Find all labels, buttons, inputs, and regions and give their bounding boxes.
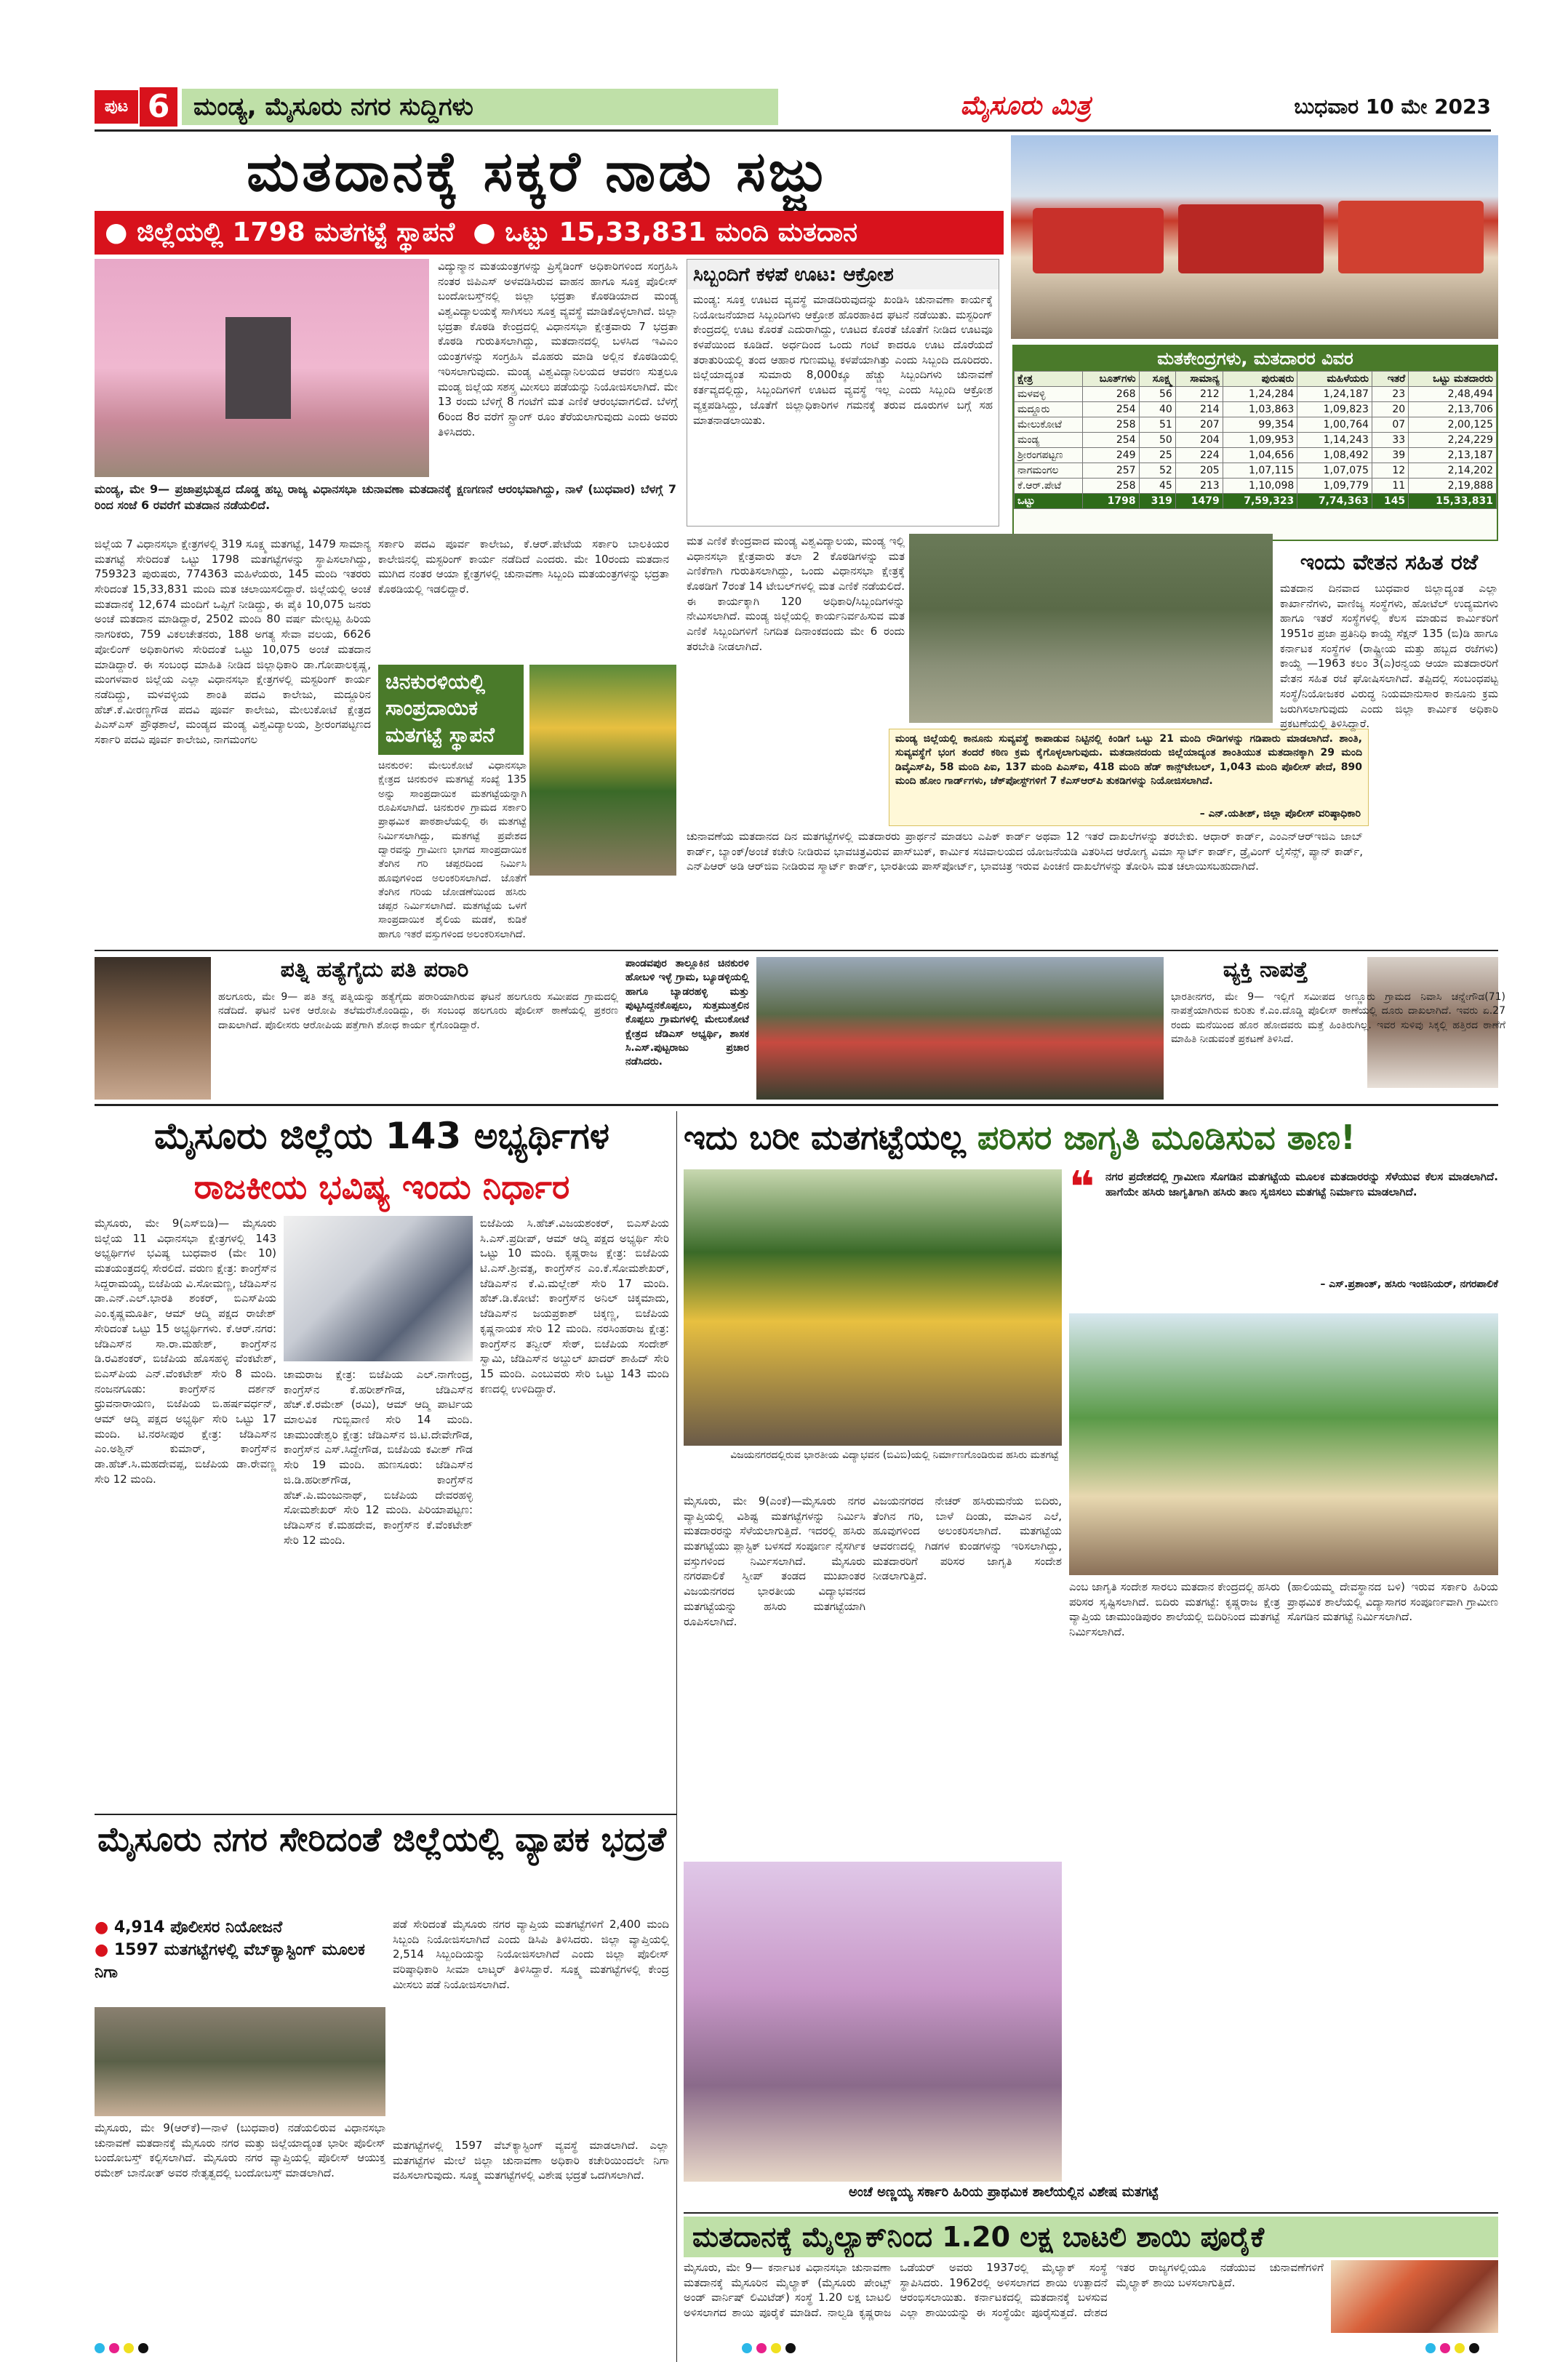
header-date: ಬುಧವಾರ 10 ಮೇ 2023 [1294, 95, 1491, 119]
chinakurali-text: ಚಿನಕುರಳಿ: ಮೇಲುಕೋಟೆ ವಿಧಾನಸಭಾ ಕ್ಷೇತ್ರದ ಚಿನಕುರಳಿ ಮತಗಟ್ಟೆ ಸಂಖ್ಯೆ 135 ಅನ್ನು ಸಾಂಪ್ರದಾಯಿಕ ಮತಗಟ್ಟೆಯನ್ನಾಗಿ ರೂಪಿಸಲಾಗಿದೆ. ಚಿನಕುರಳಿ ಗ್ರಾಮದ ಸರ್ಕಾರಿ ಪ್ರಾಥಮಿಕ ಪಾಠಶಾಲೆಯಲ್ಲಿ ಈ ಮತಗಟ್ಟೆ ನಿರ್ಮಿಸಲಾಗಿದ್ದು, ಮತಗಟ್ಟೆ ಪ್ರವೇಶದ ದ್ವಾರವನ್ನು ಗ್ರಾಮೀಣ ಭಾಗದ ಸಾಂಪ್ರದಾಯಿಕ ತೆಂಗಿನ ಗರಿ ಚಪ್ಪರದಿಂದ ನಿರ್ಮಿಸಿ ಹೂವುಗಳಿಂದ ಅಲಂಕರಿಸಲಾಗಿದೆ. ಜೊತೆಗೆ ತೆಂಗಿನ ಗರಿಯ ಜೋಡಣೆಯಿಂದ ಹಸಿರು ಚಪ್ಪರ ನಿರ್ಮಿಸಲಾಗಿದೆ. ಮತಗಟ್ಟೆಯ ಒಳಗೆ ಸಾಂಪ್ರದಾಯಿಕ ಶೈಲಿಯ ಮಡಕೆ, ಕುಡಿಕೆ ಹಾಗೂ ಇತರೆ ವಸ್ತುಗಳಿಂದ ಅಲಂಕರಿಸಲಾಗಿದೆ. [378, 760, 527, 940]
section-title: ಮಂಡ್ಯ, ಮೈಸೂರು ನಗರ ಸುದ್ದಿಗಳು [182, 89, 778, 125]
page-label: ಪುಟ [95, 90, 138, 124]
security-bullets [95, 1917, 385, 2004]
table-row: ಶ್ರೀರಂಗಪಟ್ಟಣ 249 25 224 1,04,656 1,08,492 39 2,13,187 [1015, 448, 1497, 463]
ink-text: ಮೈಸೂರು, ಮೇ 9— ಕರ್ನಾಟಕ ವಿಧಾನಸಭಾ ಚುನಾವಣಾ ಮತದಾನಕ್ಕೆ ಮೈಸೂರಿನ ಮೈಲ್ಯಾಕ್ (ಮೈಸೂರು ಪೇಂಟ್ಸ್ ಅಂಡ್ ವಾರ್ನಿಷ್ ಲಿಮಿಟೆಡ್) ಸಂಸ್ಥೆ 1.20 ಲಕ್ಷ ಬಾಟಲಿ ಅಳಿಸಲಾಗದ ಶಾಯಿ ಪೂರೈಕೆ ಮಾಡಿದೆ. ನಾಲ್ವಡಿ ಕೃಷ್ಣರಾಜ ಒಡೆಯರ್ ಅವರು 1937ರಲ್ಲಿ ಮೈಲ್ಯಾಕ್ ಸಂಸ್ಥೆ ಸ್ಥಾಪಿಸಿದರು. 1962ರಲ್ಲಿ ಅಳಿಸಲಾಗದ ಶಾಯಿ ಉತ್ಪಾದನೆ ಆರಂಭಿಸಲಾಯಿತು. ಕರ್ನಾಟಕದಲ್ಲಿ ಮತದಾನಕ್ಕೆ ಬಳಸುವ ಎಲ್ಲಾ ಶಾಯಿಯನ್ನು ಈ ಸಂಸ್ಥೆಯೇ ಪೂರೈಸುತ್ತದೆ. ದೇಶದ ಇತರ ರಾಜ್ಯಗಳಲ್ಲಿಯೂ ನಡೆಯುವ ಚುನಾವಣೆಗಳಿಗೆ ಮೈಲ್ಯಾಕ್ ಶಾಯಿ ಬಳಸಲಾಗುತ್ತಿದೆ. [684, 2261, 1324, 2320]
masthead-logo: ಮೈಸೂರು ಮಿತ್ರ [960, 91, 1091, 121]
green-col3: ಎಂಬ ಜಾಗೃತಿ ಸಂದೇಶ ಸಾರಲು ಮತದಾನ ಕೇಂದ್ರದಲ್ಲಿ ಹಸಿರು ಪರಿಸರ ಸೃಷ್ಟಿಸಲಾಗಿದೆ. ಬಿದಿರು ಮತಗಟ್ಟೆ: ಕೃಷ್ಣರಾಜ ಕ್ಷೇತ್ರ ವ್ಯಾಪ್ತಿಯ ಚಾಮುಂಡಿಪುರಂ ಶಾಲೆಯಲ್ಲಿ ಬಿದಿರಿನಿಂದ ಮತಗಟ್ಟೆ ನಿರ್ಮಿಸಲಾಗಿದೆ. [1069, 1580, 1280, 1639]
green-quote: ನಗರ ಪ್ರದೇಶದಲ್ಲಿ ಗ್ರಾಮೀಣ ಸೊಗಡಿನ ಮತಗಟ್ಟೆಯ ಮೂಲಕ ಮತದಾರರನ್ನು ಸೆಳೆಯುವ ಕೆಲಸ ಮಾಡಲಾಗಿದೆ. ಹಾಗೆಯೇ ಹಸಿರು ಜಾಗೃತಿಗಾಗಿ ಹಸಿರು ತಾಣ ಸೃಜಿಸಲು ಮತಗಟ್ಟೆ ನಿರ್ಮಾಣ ಮಾಡಲಾಗಿದೆ. [1105, 1170, 1498, 1198]
pink-booth-photo [95, 259, 429, 477]
subhead-bullet-2: ● [463, 217, 505, 247]
magenta-dot-icon [1440, 2343, 1450, 2353]
lead-caption: ಮಂಡ್ಯ, ಮೇ 9— ಪ್ರಜಾಪ್ರಭುತ್ವದ ದೊಡ್ಡ ಹಬ್ಬ ರಾಜ್ಯ ವಿಧಾನಸಭಾ ಚುನಾವಣಾ ಮತದಾನಕ್ಕೆ ಕ್ಷಣಗಣನೆ ಆರಂಭವಾಗಿದ್ದು, ನಾಳೆ (ಬುಧವಾರ) ಬೆಳಗ್ಗೆ 7 ರಿಂದ ಸಂಜೆ 6 ರವರೆಗೆ ಮತದಾನ ನಡೆಯಲಿದೆ. [95, 482, 676, 513]
woman-portrait [95, 957, 211, 1100]
person-missing-title: ವ್ಯಕ್ತಿ ನಾಪತ್ತೆ [1223, 957, 1308, 982]
constituency-table-box [1012, 345, 1498, 541]
registration-marks-center [742, 2343, 796, 2353]
lead-subhead-bar [95, 211, 1004, 255]
table-total-row: ಒಟ್ಟು 1798 319 1479 7,59,323 7,74,363 145 15,33,831 [1015, 494, 1497, 509]
lead-body-col4: ಮತ ಎಣಿಕೆ ಕೇಂದ್ರವಾದ ಮಂಡ್ಯ ವಿಶ್ವವಿದ್ಯಾಲಯ, ಮಂಡ್ಯ ಇಲ್ಲಿ ವಿಧಾನಸಭಾ ಕ್ಷೇತ್ರವಾರು ತಲಾ 2 ಕೊಠಡಿಗಳನ್ನು ಮತ ಎಣಿಕೆಗಾಗಿ ಗುರುತಿಸಲಾಗಿದ್ದು, ಒಂದು ವಿಧಾನಸಭಾ ಕ್ಷೇತ್ರಕ್ಕೆ ಕೊಠಡಿಗೆ 7ರಂತೆ 14 ಟೇಬಲ್‌ಗಳಲ್ಲಿ ಮತ ಎಣಿಕೆ ನಡೆಯಲಿದೆ. ಈ ಕಾರ್ಯಕ್ಕಾಗಿ 120 ಅಧಿಕಾರಿ/ಸಿಬ್ಬಂದಿಗಳನ್ನು ನೇಮಿಸಲಾಗಿದೆ. ಮಂಡ್ಯ ಜಿಲ್ಲೆಯಲ್ಲಿ ಕಾರ್ಯನಿರ್ವಹಿಸುವ ಮತ ಎಣಿಕೆ ಸಿಬ್ಬಂದಿಗಳಿಗೆ ನಿಗದಿತ ದಿನಾಂಕದಂದು ಮೇ 6 ರಂದು ತರಬೇತಿ ನೀಡಲಾಗಿದೆ. [687, 535, 905, 653]
security-col-right: ಮತಗಟ್ಟೆಗಳಲ್ಲಿ 1597 ವೆಬ್‌ಕ್ಯಾಸ್ಟಿಂಗ್ ವ್ಯವಸ್ಥೆ ಮಾಡಲಾಗಿದೆ. ಎಲ್ಲಾ ಮತಗಟ್ಟೆಗಳ ಮೇಲೆ ಜಿಲ್ಲಾ ಚುನಾವಣಾ ಅಧಿಕಾರಿ ಕಚೇರಿಯಿಂದಲೇ ನಿಗಾ ವಹಿಸಲಾಗುವುದು. ಸೂಕ್ಷ್ಮ ಮತಗಟ್ಟೆಗಳಲ್ಲಿ ವಿಶೇಷ ಭದ್ರತೆ ಒದಗಿಸಲಾಗಿದೆ. [393, 2139, 669, 2182]
police-caption: ಮಂಡ್ಯ ಜಿಲ್ಲೆಯಲ್ಲಿ ಕಾನೂನು ಸುವ್ಯವಸ್ಥೆ ಕಾಪಾಡುವ ನಿಟ್ಟಿನಲ್ಲಿ ಕಿಂಡಿಗೆ ಒಟ್ಟು 21 ಮಂದಿ ರೌಡಿಗಳನ್ನು ಗಡಿಪಾರು ಮಾಡಲಾಗಿದೆ. ಶಾಂತಿ, ಸುವ್ಯವಸ್ಥೆಗೆ ಭಂಗ ತಂದರೆ ಕಠಿಣ ಕ್ರಮ ಕೈಗೊಳ್ಳಲಾಗುವುದು. ಮತದಾನದಂದು ಜಿಲ್ಲೆಯಾದ್ಯಂತ ಶಾಂತಿಯುತ ಮತದಾನಕ್ಕಾಗಿ 29 ಮಂದಿ ಡಿವೈಎಸ್‌ಪಿ, 58 ಮಂದಿ ಪಿಐ, 137 ಮಂದಿ ಪಿಎಸ್‌ಐ, 418 ಮಂದಿ ಹೆಡ್ ಕಾನ್ಸ್‌ಟೇಬಲ್, 1,043 ಮಂದಿ ಪೊಲೀಸ್ ಪೇದೆ, 890 ಮಂದಿ ಹೋಂ ಗಾರ್ಡ್‌ಗಳು, ಚೆಕ್‌ಪೋಸ್ಟ್‌ಗಳಿಗೆ 7 ಕೆಎಸ್‌ಆರ್‌ಪಿ ತುಕಡಿಗಳನ್ನು ನಿಯೋಜಿಸಲಾಗಿದೆ. [895, 733, 1362, 787]
security-headline: ಮೈಸೂರು ನಗರ ಸೇರಿದಂತೆ ಜಿಲ್ಲೆಯಲ್ಲಿ ವ್ಯಾಪಕ ಭದ್ರತೆ [97, 1819, 666, 1859]
green-headline-a: ಇದು ಬರೀ ಮತಗಟ್ಟೆಯಲ್ಲ [684, 1118, 966, 1157]
staff-food-box [687, 259, 999, 527]
green-credit: – ಎಸ್.ಪ್ರಶಾಂತ್, ಹಸಿರು ಇಂಜಿನಿಯರ್, ನಗರಪಾಲಿಕೆ [1320, 1278, 1498, 1290]
green-booth-photo [684, 1169, 1062, 1446]
police-gathering-photo [95, 2007, 385, 2116]
black-dot-icon [785, 2343, 796, 2353]
green-quote-box [1069, 1162, 1498, 1308]
lead-sub2: ಒಟ್ಟು 15,33,831 ಮಂದಿ ಮತದಾನ [505, 217, 857, 247]
cyan-dot-icon [95, 2343, 105, 2353]
constituency-table [1014, 371, 1497, 509]
mysuru-headline-2: ರಾಜಕೀಯ ಭವಿಷ್ಯ ಇಂದು ನಿರ್ಧಾರ [95, 1164, 669, 1210]
green-bottom-caption: ಅಂಚೆ ಅಣ್ಣಯ್ಯ ಸರ್ಕಾರಿ ಹಿರಿಯ ಪ್ರಾಥಮಿಕ ಶಾಲೆಯಲ್ಲಿನ ವಿಶೇಷ ಮತಗಟ್ಟೆ [849, 2185, 1159, 2200]
staff-food-text: ಮಂಡ್ಯ: ಸೂಕ್ತ ಊಟದ ವ್ಯವಸ್ಥೆ ಮಾಡದಿರುವುದನ್ನು ಖಂಡಿಸಿ ಚುನಾವಣಾ ಕಾರ್ಯಕ್ಕೆ ನಿಯೋಜನೆಯಾದ ಸಿಬ್ಬಂದಿಗಳು ಆಕ್ರೋಶ ಹೊರಹಾಕಿದ ಘಟನೆ ನಡೆಯಿತು. ಮಸ್ಟರಿಂಗ್ ಕೇಂದ್ರದಲ್ಲಿ ಊಟ ಕೊರತೆ ಎದುರಾಗಿದ್ದು, ಊಟದ ಕೊರತೆ ಜೊತೆಗೆ ನೀಡಿದ ಊಟವೂ ಕಳಪೆಯಿಂದ ಕೂಡಿದೆ. ಅರ್ಧದಿಂದ ಒಂದು ಗಂಟೆ ಕಾದರೂ ಊಟ ದೊರೆಯದೆ ತರಾತುರಿಯಲ್ಲಿ ತಂದ ಆಹಾರ ಗುಣಮಟ್ಟ ಕಳಪೆಯಾಗಿತ್ತು ಎಂದು ಸಿಬ್ಬಂದಿ ದೂರಿದರು. ಜಿಲ್ಲೆಯಾದ್ಯಂತ ಸುಮಾರು 8,000ಕ್ಕೂ ಹೆಚ್ಚು ಸಿಬ್ಬಂದಿಗಳು ಚುನಾವಣೆ ಕರ್ತವ್ಯದಲ್ಲಿದ್ದು, ಸಿಬ್ಬಂದಿಗಳಿಗೆ ಊಟದ ವ್ಯವಸ್ಥೆ ಇಲ್ಲ ಎಂದು ಸಿಬ್ಬಂದಿ ಆಕ್ರೋಶ ವ್ಯಕ್ತಪಡಿಸಿದ್ದು, ಜೊತೆಗೆ ಜಿಲ್ಲಾಧಿಕಾರಿಗಳ ಗಮನಕ್ಕೆ ತರುವ ದೂರುಗಳ ಬಗ್ಗೆ ಸಹ ಮಾತನಾಡಲಾಯಿತು. [693, 293, 993, 427]
mysuru-headline-1: ಮೈಸೂರು ಜಿಲ್ಲೆಯ 143 ಅಭ್ಯರ್ಥಿಗಳ [153, 1115, 610, 1157]
green-headline-b: ಪರಿಸರ ಜಾಗೃತಿ ಮೂಡಿಸುವ ತಾಣ! [977, 1118, 1356, 1157]
missing-wife-text: ಹಲಗೂರು, ಮೇ 9— ಪತಿ ತನ್ನ ಪತ್ನಿಯನ್ನು ಹತ್ಯೆಗೈದು ಪರಾರಿಯಾಗಿರುವ ಘಟನೆ ಹಲಗೂರು ಸಮೀಪದ ಗ್ರಾಮದಲ್ಲಿ ನಡೆದಿದೆ. ಘಟನೆ ಬಳಿಕ ಆರೋಪಿ ತಲೆಮರೆಸಿಕೊಂಡಿದ್ದು, ಈ ಸಂಬಂಧ ಹಲಗೂರು ಪೊಲೀಸ್ ಠಾಣೆಯಲ್ಲಿ ಪ್ರಕರಣ ದಾಖಲಾಗಿದೆ. ಪೊಲೀಸರು ಆರೋಪಿಯ ಪತ್ತೆಗಾಗಿ ಶೋಧ ಕಾರ್ಯ ಕೈಗೊಂಡಿದ್ದಾರೆ. [218, 991, 618, 1031]
salary-holiday-text: ಮತದಾನ ದಿನವಾದ ಬುಧವಾರ ಜಿಲ್ಲಾದ್ಯಂತ ಎಲ್ಲಾ ಕಾರ್ಖಾನೆಗಳು, ವಾಣಿಜ್ಯ ಸಂಸ್ಥೆಗಳು, ಹೋಟೆಲ್ ಉದ್ಯಮಗಳು ಹಾಗೂ ಇತರೆ ಸಂಸ್ಥೆಗಳಲ್ಲಿ ಕೆಲಸ ಮಾಡುವ ಕಾರ್ಮಿಕರಿಗೆ 1951ರ ಪ್ರಜಾ ಪ್ರತಿನಿಧಿ ಕಾಯ್ದೆ ಸೆಕ್ಷನ್ 135 (ಬಿ)ಡಿ ಹಾಗೂ ಕರ್ನಾಟಕ ಸಂಸ್ಥೆಗಳ (ರಾಷ್ಟ್ರೀಯ ಮತ್ತು ಹಬ್ಬದ ರಜೆಗಳು) ಕಾಯ್ದೆ —1963 ಕಲಂ 3(ಎ)ರನ್ವಯ ಆಯಾ ಮತದಾರರಿಗೆ ವೇತನ ಸಹಿತ ರಜೆ ಘೋಷಿಸಲಾಗಿದೆ. ತಪ್ಪಿದಲ್ಲಿ ಸಂಬಂಧಪಟ್ಟ ಸಂಸ್ಥೆ/ನಿಯೋಜಕರ ವಿರುದ್ಧ ನಿಯಮಾನುಸಾರ ಕಾನೂನು ಕ್ರಮ ಜರುಗಿಸಲಾಗುವುದು ಎಂದು ಜಿಲ್ಲಾ ಕಾರ್ಮಿಕ ಅಧಿಕಾರಿ ಪ್ರಕಟಣೆಯಲ್ಲಿ ತಿಳಿಸಿದ್ದಾರೆ. [1280, 582, 1498, 731]
magenta-dot-icon [756, 2343, 767, 2353]
yellow-dot-icon [124, 2343, 134, 2353]
magenta-dot-icon [109, 2343, 119, 2353]
staff-food-title: ಸಿಬ್ಬಂದಿಗೆ ಕಳಪೆ ಊಟ: ಆಕ್ರೋಶ [687, 260, 999, 289]
black-dot-icon [138, 2343, 148, 2353]
security-bullet-1: ● 4,914 ಪೊಲೀಸರ ನಿಯೋಜನೆ [95, 1918, 283, 1937]
evm-photo [284, 1216, 473, 1361]
green-col1: ಮೈಸೂರು, ಮೇ 9(ಎಂಕೆ)—ಮೈಸೂರು ನಗರ ವ್ಯಾಪ್ತಿಯಲ್ಲಿ ವಿಶಿಷ್ಟ ಮತಗಟ್ಟೆಗಳನ್ನು ನಿರ್ಮಿಸಿ ಮತದಾರರನ್ನು ಸೆಳೆಯಲಾಗುತ್ತಿದೆ. ಇದರಲ್ಲಿ ಹಸಿರು ಮತಗಟ್ಟೆಯು ಪ್ಲಾಸ್ಟಿಕ್ ಬಳಸದೆ ಸಂಪೂರ್ಣ ನೈಸರ್ಗಿಕ ವಸ್ತುಗಳಿಂದ ನಿರ್ಮಿಸಲಾಗಿದೆ. ಮೈಸೂರು ನಗರಪಾಲಿಕೆ ಸ್ವೀಪ್ ತಂಡದ ಮುಖಾಂತರ ವಿಜಯನಗರದ ಭಾರತೀಯ ವಿದ್ಯಾಭವನದ ಮತಗಟ್ಟೆಯನ್ನು ಹಸಿರು ಮತಗಟ್ಟೆಯಾಗಿ ರೂಪಿಸಲಾಗಿದೆ. [684, 1494, 865, 1628]
table-title: ಮತಕೇಂದ್ರಗಳು, ಮತದಾರರ ವಿವರ [1014, 346, 1497, 371]
chinakurali-title: ಚಿನಕುರಳಿಯಲ್ಲಿ ಸಾಂಪ್ರದಾಯಿಕ ಮತಗಟ್ಟೆ ಸ್ಥಾಪನೆ [378, 665, 524, 755]
bamboo-booth-photo [1069, 1313, 1498, 1575]
yellow-dot-icon [1455, 2343, 1465, 2353]
table-row: ನಾಗಮಂಗಲ 257 52 205 1,07,115 1,07,075 12 2,14,202 [1015, 463, 1497, 479]
chinakurali-box [378, 665, 676, 948]
table-header-row: ಕ್ಷೇತ್ರ ಬೂತ್‌ಗಳು ಸೂಕ್ಷ್ಮ ಸಾಮಾನ್ಯ ಪುರುಷರು ಮಹಿಳೆಯರು ಇತರೆ ಒಟ್ಟು ಮತದಾರರು [1015, 372, 1497, 387]
mysuru-col2: ಚಾಮರಾಜ ಕ್ಷೇತ್ರ: ಬಿಜೆಪಿಯ ಎಲ್.ನಾಗೇಂದ್ರ, ಕಾಂಗ್ರೆಸ್‌ನ ಕೆ.ಹರೀಶ್‌ಗೌಡ, ಜೆಡಿಎಸ್‌ನ ಹೆಚ್.ಕೆ.ರಮೇಶ್ (ರಮಿ), ಆಮ್ ಆದ್ಮಿ ಪಾರ್ಟಿಯ ಮಾಲವಿಕ ಗುಬ್ಬಿವಾಣಿ ಸೇರಿ 14 ಮಂದಿ. ಚಾಮುಂಡೇಶ್ವರಿ ಕ್ಷೇತ್ರ: ಜೆಡಿಎಸ್‌ನ ಜಿ.ಟಿ.ದೇವೇಗೌಡ, ಕಾಂಗ್ರೆಸ್‌ನ ಎಸ್.ಸಿದ್ದೇಗೌಡ, ಬಿಜೆಪಿಯ ಕವೀಶ್ ಗೌಡ ಸೇರಿ 19 ಮಂದಿ. ಹುಣಸೂರು: ಜೆಡಿಎಸ್‌ನ ಜಿ.ಡಿ.ಹರೀಶ್‌ಗೌಡ, ಕಾಂಗ್ರೆಸ್‌ನ ಹೆಚ್.ಪಿ.ಮಂಜುನಾಥ್, ಬಿಜೆಪಿಯ ದೇವರಹಳ್ಳಿ ಸೋಮಶೇಖರ್ ಸೇರಿ 12 ಮಂದಿ. ಪಿರಿಯಾಪಟ್ಟಣ: ಜೆಡಿಎಸ್‌ನ ಕೆ.ಮಹದೇವ, ಕಾಂಗ್ರೆಸ್‌ನ ಕೆ.ವೆಂಕಟೇಶ್ ಸೇರಿ 12 ಮಂದಿ. [284, 1368, 473, 1547]
table-row: ಮೇಲುಕೋಟೆ 258 51 207 99,354 1,00,764 07 2,00,125 [1015, 417, 1497, 433]
chinakurali-photo [529, 665, 676, 876]
police-march-photo [909, 534, 1273, 723]
mysuru-col1: ಮೈಸೂರು, ಮೇ 9(ಎಸ್‌ಬಿಡಿ)— ಮೈಸೂರು ಜಿಲ್ಲೆಯ 11 ವಿಧಾನಸಭಾ ಕ್ಷೇತ್ರಗಳಲ್ಲಿ 143 ಅಭ್ಯರ್ಥಿಗಳ ಭವಿಷ್ಯ ಬುಧವಾರ (ಮೇ 10) ಮತಯಂತ್ರದಲ್ಲಿ ಸೇರಲಿದೆ. ವರುಣ ಕ್ಷೇತ್ರ: ಕಾಂಗ್ರೆಸ್‌ನ ಸಿದ್ದರಾಮಯ್ಯ, ಬಿಜೆಪಿಯ ವಿ.ಸೋಮಣ್ಣ, ಜೆಡಿಎಸ್‌ನ ಡಾ.ಎನ್.ಎಲ್.ಭಾರತಿ ಶಂಕರ್, ಬಿಎಸ್‌ಪಿಯ ಎಂ.ಕೃಷ್ಣಮೂರ್ತಿ, ಆಮ್ ಆದ್ಮಿ ಪಕ್ಷದ ರಾಜೇಶ್ ಸೇರಿದಂತೆ ಒಟ್ಟು 15 ಅಭ್ಯರ್ಥಿಗಳು. ಕೆ.ಆರ್.ನಗರ: ಜೆಡಿಎಸ್‌ನ ಸಾ.ರಾ.ಮಹೇಶ್, ಕಾಂಗ್ರೆಸ್‌ನ ಡಿ.ರವಿಶಂಕರ್, ಬಿಜೆಪಿಯ ಹೊಸಹಳ್ಳಿ ವೆಂಕಟೇಶ್, ಬಿಎಸ್‌ಪಿಯ ಎನ್.ವೆಂಕಟೇಶ್ ಸೇರಿ 8 ಮಂದಿ. ನಂಜನಗೂಡು: ಕಾಂಗ್ರೆಸ್‌ನ ದರ್ಶನ್ ಧ್ರುವನಾರಾಯಣ, ಬಿಜೆಪಿಯ ಬಿ.ಹರ್ಷವರ್ಧನ್, ಆಮ್ ಆದ್ಮಿ ಪಕ್ಷದ ಅಭ್ಯರ್ಥಿ ಸೇರಿ ಒಟ್ಟು 17 ಮಂದಿ. ಟಿ.ನರಸೀಪುರ ಕ್ಷೇತ್ರ: ಜೆಡಿಎಸ್‌ನ ಎಂ.ಅಶ್ವಿನ್ ಕುಮಾರ್, ಕಾಂಗ್ರೆಸ್‌ನ ಡಾ.ಹೆಚ್.ಸಿ.ಮಹದೇವಪ್ಪ, ಬಿಜೆಪಿಯ ಡಾ.ರೇವಣ್ಣ ಸೇರಿ 12 ಮಂದಿ. [95, 1217, 276, 1486]
security-col-mid: ಪಡೆ ಸೇರಿದಂತೆ ಮೈಸೂರು ನಗರ ವ್ಯಾಪ್ತಿಯ ಮತಗಟ್ಟೆಗಳಿಗೆ 2,400 ಮಂದಿ ಸಿಬ್ಬಂದಿ ನಿಯೋಜಿಸಲಾಗಿದೆ ಎಂದು ಡಿಸಿಪಿ ತಿಳಿಸಿದರು. ಜಿಲ್ಲಾ ವ್ಯಾಪ್ತಿಯಲ್ಲಿ 2,514 ಸಿಬ್ಬಂದಿಯನ್ನು ನಿಯೋಜಿಸಲಾಗಿದೆ ಎಂದು ಜಿಲ್ಲಾ ಪೊಲೀಸ್ ವರಿಷ್ಠಾಧಿಕಾರಿ ಸೀಮಾ ಲಾಟ್ಕರ್ ತಿಳಿಸಿದ್ದಾರೆ. ಸೂಕ್ಷ್ಮ ಮತಗಟ್ಟೆಗಳಲ್ಲಿ ಕೇಂದ್ರ ಮೀಸಲು ಪಡೆ ನಿಯೋಜಿಸಲಾಗಿದೆ. [393, 1918, 669, 1991]
lead-body-col3: ವಿದ್ಯುನ್ಮಾನ ಮತಯಂತ್ರಗಳನ್ನು ಪ್ರಿಸೈಡಿಂಗ್ ಅಧಿಕಾರಿಗಳಿಂದ ಸಂಗ್ರಹಿಸಿ ನಂತರ ಜಿಪಿಎಸ್ ಅಳವಡಿಸಿರುವ ವಾಹನ ಹಾಗೂ ಸೂಕ್ತ ಪೊಲೀಸ್ ಬಂದೋಬಸ್ತ್‌ನಲ್ಲಿ ಜಿಲ್ಲಾ ಭದ್ರತಾ ಕೊಠಡಿಯಾದ ಮಂಡ್ಯ ವಿಶ್ವವಿದ್ಯಾಲಯಕ್ಕೆ ಸಾಗಿಸಲು ಸೂಕ್ತ ವ್ಯವಸ್ಥೆ ಮಾಡಿಕೊಳ್ಳಲಾಗಿದೆ. ಜಿಲ್ಲಾ ಭದ್ರತಾ ಕೊಠಡಿ ಕೇಂದ್ರದಲ್ಲಿ ವಿಧಾನಸಭಾ ಕ್ಷೇತ್ರವಾರು 7 ಭದ್ರತಾ ಕೊಠಡಿ ಗುರುತಿಸಲಾಗಿದ್ದು, ಮತದಾನದಲ್ಲಿ ಬಳಸಿದ ಇವಿಎಂ ಯಂತ್ರಗಳನ್ನು ಸಂಗ್ರಹಿಸಿ ಮೊಹರು ಮಾಡಿ ಅಲ್ಲಿನ ಕೊಠಡಿಯಲ್ಲಿ ಇರಿಸಲಾಗುವುದು. ಮಂಡ್ಯ ವಿಶ್ವವಿದ್ಯಾನಿಲಯದ ಆವರಣ ಸುತ್ತಲೂ ಮಂಡ್ಯ ಜಿಲ್ಲೆಯ ಸಶಸ್ತ್ರ ಮೀಸಲು ಪಡೆಯನ್ನು ನಿಯೋಜಿಸಲಾಗಿದೆ. ಮೇ 13 ರಂದು ಬೆಳಿಗ್ಗೆ 8 ಗಂಟೆಗೆ ಮತ ಎಣಿಕೆ ಆರಂಭವಾಗಲಿದೆ. ಬೆಳಗ್ಗೆ 6ರಿಂದ 8ರ ವರೆಗೆ ಸ್ಟ್ರಾಂಗ್ ರೂಂ ತೆರೆಯಲಾಗುವುದು ಎಂದು ಅವರು ತಿಳಿಸಿದರು. [438, 260, 678, 439]
green-headline [684, 1111, 1498, 1164]
lead-headline: ಮತದಾನಕ್ಕೆ ಸಕ್ಕರೆ ನಾಡು ಸಜ್ಜು [246, 139, 831, 204]
quote-mark-icon: ❝ [1069, 1162, 1095, 1213]
ink-headline: ಮತದಾನಕ್ಕೆ ಮೈಲ್ಯಾಕ್‌ನಿಂದ 1.20 ಲಕ್ಷ ಬಾಟಲಿ ಶಾಯಿ ಪೂರೈಕೆ [684, 2217, 1498, 2257]
police-credit: – ಎನ್.ಯತೀಶ್, ಜಿಲ್ಲಾ ಪೊಲೀಸ್ ವರಿಷ್ಠಾಧಿಕಾರಿ [1199, 808, 1361, 820]
page-header [95, 86, 1491, 128]
jds-campaign-text: ಪಾಂಡವಪುರ ತಾಲ್ಲೂಕಿನ ಚಿನಕುರಳಿ ಹೋಬಳಿ ಇಳ್ಳೆ ಗ್ರಾಮ, ಬ್ಯೂಡಳ್ಳಿಯಲ್ಲಿ ಹಾಗೂ ಬ್ಯಾಡರಹಳ್ಳಿ ಮತ್ತು ಪುಟ್ಟಸಿದ್ದನಕೊಪ್ಪಲು, ಸುತ್ತಮುತ್ತಲಿನ ಕೊಪ್ಪಲು ಗ್ರಾಮಗಳಲ್ಲಿ ಮೇಲುಕೋಟೆ ಕ್ಷೇತ್ರದ ಜೆಡಿಎಸ್ ಅಭ್ಯರ್ಥಿ, ಶಾಸಕ ಸಿ.ಎಸ್.ಪುಟ್ಟರಾಜು ಪ್ರಚಾರ ನಡೆಸಿದರು. [625, 958, 749, 1068]
green-photo-caption: ವಿಜಯನಗರದಲ್ಲಿರುವ ಭಾರತೀಯ ವಿದ್ಯಾಭವನ (ಬಿವಿಬಿ)ಯಲ್ಲಿ ನಿರ್ಮಾಣಗೊಂಡಿರುವ ಹಸಿರು ಮತಗಟ್ಟೆ [730, 1449, 1059, 1461]
campaign-photo [756, 957, 1164, 1100]
missing-wife-title: ಪತ್ನಿ ಹತ್ಯೆಗೈದು ಪತಿ ಪರಾರಿ [280, 957, 469, 982]
salary-holiday-title: ಇಂದು ವೇತನ ಸಹಿತ ರಜೆ [1300, 550, 1479, 575]
lead-sub1: ಜಿಲ್ಲೆಯಲ್ಲಿ 1798 ಮತಗಟ್ಟೆ ಸ್ಥಾಪನೆ [136, 217, 455, 247]
subhead-bullet-1: ● [105, 217, 137, 247]
lead-body-col5: ಚುನಾವಣೆಯ ಮತದಾನದ ದಿನ ಮತಗಟ್ಟೆಗಳಲ್ಲಿ ಮತದಾರರು ಪ್ರಾರ್ಥನೆ ಮಾಡಲು ಎಪಿಕ್ ಕಾರ್ಡ್ ಅಥವಾ 12 ಇತರೆ ದಾಖಲೆಗಳನ್ನು ತರಬೇಕು. ಆಧಾರ್ ಕಾರ್ಡ್, ಎಂಎನ್‌ಆರ್‌ಇಜಿಎ ಜಾಬ್ ಕಾರ್ಡ್, ಬ್ಯಾಂಕ್/ಅಂಚೆ ಕಚೇರಿ ನೀಡಿರುವ ಭಾವಚಿತ್ರವಿರುವ ಪಾಸ್‌ಬುಕ್, ಕಾರ್ಮಿಕ ಸಚಿವಾಲಯದ ಯೋಜನೆಯಡಿ ವಿತರಿಸಿದ ಆರೋಗ್ಯ ವಿಮಾ ಸ್ಮಾರ್ಟ್ ಕಾರ್ಡ್, ಡ್ರೈವಿಂಗ್ ಲೈಸೆನ್ಸ್, ಪ್ಯಾನ್ ಕಾರ್ಡ್, ಎನ್‌ಪಿಆರ್ ಅಡಿ ಆರ್‌ಜಿಐ ನೀಡಿರುವ ಸ್ಮಾರ್ಟ್ ಕಾರ್ಡ್, ಭಾರತೀಯ ಪಾಸ್‌ಪೋರ್ಟ್, ಭಾವಚಿತ್ರ ಇರುವ ಪಿಂಚಣಿ ದಾಖಲೆಗಳನ್ನು ತೋರಿಸಿ ಮತ ಚಲಾಯಿಸಬಹುದಾಗಿದೆ. [687, 830, 1363, 873]
security-bullet-2: ● 1597 ಮತಗಟ್ಟೆಗಳಲ್ಲಿ ವೆಬ್‌ಕ್ಯಾಸ್ಟಿಂಗ್ ಮೂಲಕ ನಿಗಾ [95, 1940, 365, 1982]
cyan-dot-icon [742, 2343, 752, 2353]
mysuru-col3: ಬಿಜೆಪಿಯ ಸಿ.ಹೆಚ್.ವಿಜಯಶಂಕರ್, ಬಿಎಸ್‌ಪಿಯ ಸಿ.ಎಸ್.ಪ್ರದೀಪ್, ಆಮ್ ಆದ್ಮಿ ಪಕ್ಷದ ಅಭ್ಯರ್ಥಿ ಸೇರಿ ಒಟ್ಟು 10 ಮಂದಿ. ಕೃಷ್ಣರಾಜ ಕ್ಷೇತ್ರ: ಬಿಜೆಪಿಯ ಟಿ.ಎಸ್.ಶ್ರೀವತ್ಸ, ಕಾಂಗ್ರೆಸ್‌ನ ಎಂ.ಕೆ.ಸೋಮಶೇಖರ್, ಜೆಡಿಎಸ್‌ನ ಕೆ.ವಿ.ಮಲ್ಲೇಶ್ ಸೇರಿ 17 ಮಂದಿ. ಹೆಚ್.ಡಿ.ಕೋಟೆ: ಕಾಂಗ್ರೆಸ್‌ನ ಅನಿಲ್ ಚಿಕ್ಕಮಾದು, ಜೆಡಿಎಸ್‌ನ ಜಯಪ್ರಕಾಶ್ ಚಿಕ್ಕಣ್ಣ, ಬಿಜೆಪಿಯ ಕೃಷ್ಣನಾಯಕ ಸೇರಿ 12 ಮಂದಿ. ನರಸಿಂಹರಾಜ ಕ್ಷೇತ್ರ: ಕಾಂಗ್ರೆಸ್‌ನ ತನ್ವೀರ್ ಸೇಠ್, ಬಿಜೆಪಿಯ ಸಂದೇಶ್ ಸ್ವಾಮಿ, ಜೆಡಿಎಸ್‌ನ ಅಬ್ದುಲ್ ಖಾದರ್ ಶಾಹಿದ್ ಸೇರಿ 15 ಮಂದಿ. ಎಂಬುವರು ಸೇರಿ ಒಟ್ಟು 143 ಮಂದಿ ಕಣದಲ್ಲಿ ಉಳಿದಿದ್ದಾರೆ. [480, 1217, 669, 1396]
lead-body-col1: ಜಿಲ್ಲೆಯ 7 ವಿಧಾನಸಭಾ ಕ್ಷೇತ್ರಗಳಲ್ಲಿ 319 ಸೂಕ್ಷ್ಮ ಮತಗಟ್ಟೆ, 1479 ಸಾಮಾನ್ಯ ಮತಗಟ್ಟೆ ಸೇರಿದಂತೆ ಒಟ್ಟು 1798 ಮತಗಟ್ಟೆಗಳನ್ನು ಸ್ಥಾಪಿಸಲಾಗಿದ್ದು, 759323 ಪುರುಷರು, 774363 ಮಹಿಳೆಯರು, 145 ಮಂದಿ ಇತರರು ಸೇರಿದಂತೆ 15,33,831 ಮಂದಿ ಮತ ಚಲಾಯಿಸಲಿದ್ದಾರೆ. ಜಿಲ್ಲೆಯಲ್ಲಿ ಅಂಚೆ ಮತದಾನಕ್ಕೆ 12,674 ಮಂದಿಗೆ ಒಪ್ಪಿಗೆ ನೀಡಿದ್ದು, ಈ ಪೈಕಿ 10,075 ಜನರು ಅಂಚೆ ಮತದಾನ ಮಾಡಿದ್ದಾರೆ, 2502 ಮಂದಿ 80 ವರ್ಷ ಮೇಲ್ಪಟ್ಟ ಹಿರಿಯ ನಾಗರಿಕರು, 759 ವಿಕಲಚೇತನರು, 188 ಅಗತ್ಯ ಸೇವಾ ವಲಯ, 6626 ಪೋಲಿಂಗ್ ಅಧಿಕಾರಿಗಳು ಸೇರಿದಂತೆ ಒಟ್ಟು 10,075 ಅಂಚೆ ಮತದಾನ ಮಾಡಿದ್ದಾರೆ. ಈ ಸಂಬಂಧ ಮಾಹಿತಿ ನೀಡಿದ ಜಿಲ್ಲಾಧಿಕಾರಿ ಡಾ.ಗೋಪಾಲಕೃಷ್ಣ, ಮಂಗಳವಾರ ಜಿಲ್ಲೆಯ ಎಲ್ಲಾ ವಿಧಾನಸಭಾ ಕ್ಷೇತ್ರಗಳಲ್ಲಿ ಮಸ್ಟರಿಂಗ್ ಕಾರ್ಯ ನಡೆದಿದ್ದು, ಮಳವಳ್ಳಿಯ ಶಾಂತಿ ಪದವಿ ಕಾಲೇಜು, ಮದ್ದೂರಿನ ಹೆಚ್.ಕೆ.ವೀರಣ್ಣಗೌಡ ಪದವಿ ಪೂರ್ವ ಕಾಲೇಜು, ಮೇಲುಕೋಟೆ ಕ್ಷೇತ್ರದ ಪಿಎಸ್‌ಎಸ್ ಪ್ರೌಢಶಾಲೆ, ಮಂಡ್ಯದ ಮಂಡ್ಯ ವಿಶ್ವವಿದ್ಯಾಲಯ, ಶ್ರೀರಂಗಪಟ್ಟಣದ ಸರ್ಕಾರಿ ಪದವಿ ಪೂರ್ವ ಕಾಲೇಜು, ನಾಗಮಂಗಲ [95, 537, 371, 746]
registration-marks-right [1425, 2343, 1479, 2353]
yellow-dot-icon [771, 2343, 781, 2353]
security-col-left: ಮೈಸೂರು, ಮೇ 9(ಆರ್‌ಕೆ)—ನಾಳೆ (ಬುಧವಾರ) ನಡೆಯಲಿರುವ ವಿಧಾನಸಭಾ ಚುನಾವಣೆ ಮತದಾನಕ್ಕೆ ಮೈಸೂರು ನಗರ ಮತ್ತು ಜಿಲ್ಲೆಯಾದ್ಯಂತ ಭಾರೀ ಪೊಲೀಸ್ ಬಂದೋಬಸ್ತ್ ಕಲ್ಪಿಸಲಾಗಿದೆ. ಮೈಸೂರು ನಗರ ವ್ಯಾಪ್ತಿಯಲ್ಲಿ ಪೊಲೀಸ್ ಆಯುಕ್ತ ರಮೇಶ್ ಬಾನೋತ್ ಅವರ ನೇತೃತ್ವದಲ್ಲಿ ಬಂದೋಬಸ್ತ್ ಮಾಡಲಾಗಿದೆ. [95, 2121, 385, 2180]
bus-photo [1011, 135, 1498, 339]
cyan-dot-icon [1425, 2343, 1436, 2353]
table-row: ಕೆ.ಆರ್.ಪೇಟೆ 258 45 213 1,10,098 1,09,779 11 2,19,888 [1015, 479, 1497, 494]
person-missing-text: ಭಾರತೀನಗರ, ಮೇ 9— ಇಲ್ಲಿಗೆ ಸಮೀಪದ ಅಣ್ಣೂರು ಗ್ರಾಮದ ನಿವಾಸಿ ಚನ್ನೇಗೌಡ(71) ನಾಪತ್ತೆಯಾಗಿರುವ ಕುರಿತು ಕೆ.ಎಂ.ದೊಡ್ಡಿ ಪೊಲೀಸ್ ಠಾಣೆಯಲ್ಲಿ ದೂರು ದಾಖಲಾಗಿದೆ. ಇವರು ಏ.27 ರಂದು ಮನೆಯಿಂದ ಹೊರ ಹೋದವರು ಮತ್ತೆ ಹಿಂತಿರುಗಿಲ್ಲ. ಇವರ ಸುಳಿವು ಸಿಕ್ಕಲ್ಲಿ ಹತ್ತಿರದ ಠಾಣೆಗೆ ಮಾಹಿತಿ ನೀಡುವಂತೆ ಪ್ರಕಟಣೆ ತಿಳಿಸಿದೆ. [1171, 991, 1505, 1045]
table-row: ಮಳವಳ್ಳಿ 268 56 212 1,24,284 1,24,187 23 2,48,494 [1015, 387, 1497, 402]
page-number: 6 [140, 87, 177, 127]
ink-bottles-photo [1331, 2260, 1498, 2333]
table-row: ಮಂಡ್ಯ 254 50 204 1,09,953 1,14,243 33 2,24,229 [1015, 433, 1497, 448]
black-dot-icon [1469, 2343, 1479, 2353]
green-col2: ವಿಜಯನಗರದ ನೇಚರ್ ಹಸಿರುಮನೆಯ ಬಿದಿರು, ತೆಂಗಿನ ಗರಿ, ಬಾಳೆ ದಿಂಡು, ಮಾವಿನ ಎಲೆ, ಹೂವುಗಳಿಂದ ಅಲಂಕರಿಸಲಾಗಿದೆ. ಮತಗಟ್ಟೆಯ ಆವರಣದಲ್ಲಿ ಗಿಡಗಳ ಕುಂಡಗಳನ್ನು ಇರಿಸಲಾಗಿದ್ದು, ಮತದಾರರಿಗೆ ಪರಿಸರ ಜಾಗೃತಿ ಸಂದೇಶ ನೀಡಲಾಗುತ್ತಿದೆ. [873, 1494, 1062, 1583]
school-booth-photo [684, 1862, 1062, 2182]
salary-holiday-box [1280, 547, 1498, 940]
lead-body-col2: ಸರ್ಕಾರಿ ಪದವಿ ಪೂರ್ವ ಕಾಲೇಜು, ಕೆ.ಆರ್.ಪೇಟೆಯ ಸರ್ಕಾರಿ ಬಾಲಕಿಯರ ಕಾಲೇಜಿನಲ್ಲಿ ಮಸ್ಟರಿಂಗ್ ಕಾರ್ಯ ನಡೆದಿದೆ ಎಂದರು. ಮೇ 10ರಂದು ಮತದಾನ ಮುಗಿದ ನಂತರ ಆಯಾ ಕ್ಷೇತ್ರಗಳಲ್ಲಿ ಚುನಾವಣಾ ಸಿಬ್ಬಂದಿ ಮತಯಂತ್ರಗಳನ್ನು ಭದ್ರತಾ ಕೊಠಡಿಯಲ್ಲಿ ಇಡಲಿದ್ದಾರೆ. [378, 537, 669, 596]
green-col4: (ಹಾಲಿಯಮ್ಮ ದೇವಸ್ಥಾನದ ಬಳಿ) ಇರುವ ಸರ್ಕಾರಿ ಹಿರಿಯ ಪ್ರಾಥಮಿಕ ಶಾಲೆಯಲ್ಲಿ ವಿದ್ಯಾಸಾಗರ ಸಂಪೂರ್ಣವಾಗಿ ಗ್ರಾಮೀಣ ಸೊಗಡಿನ ಮತಗಟ್ಟೆ ನಿರ್ಮಿಸಲಾಗಿದೆ. [1287, 1580, 1498, 1624]
table-row: ಮದ್ದೂರು 254 40 214 1,03,863 1,09,823 20 2,13,706 [1015, 402, 1497, 417]
registration-marks-left [95, 2343, 148, 2353]
